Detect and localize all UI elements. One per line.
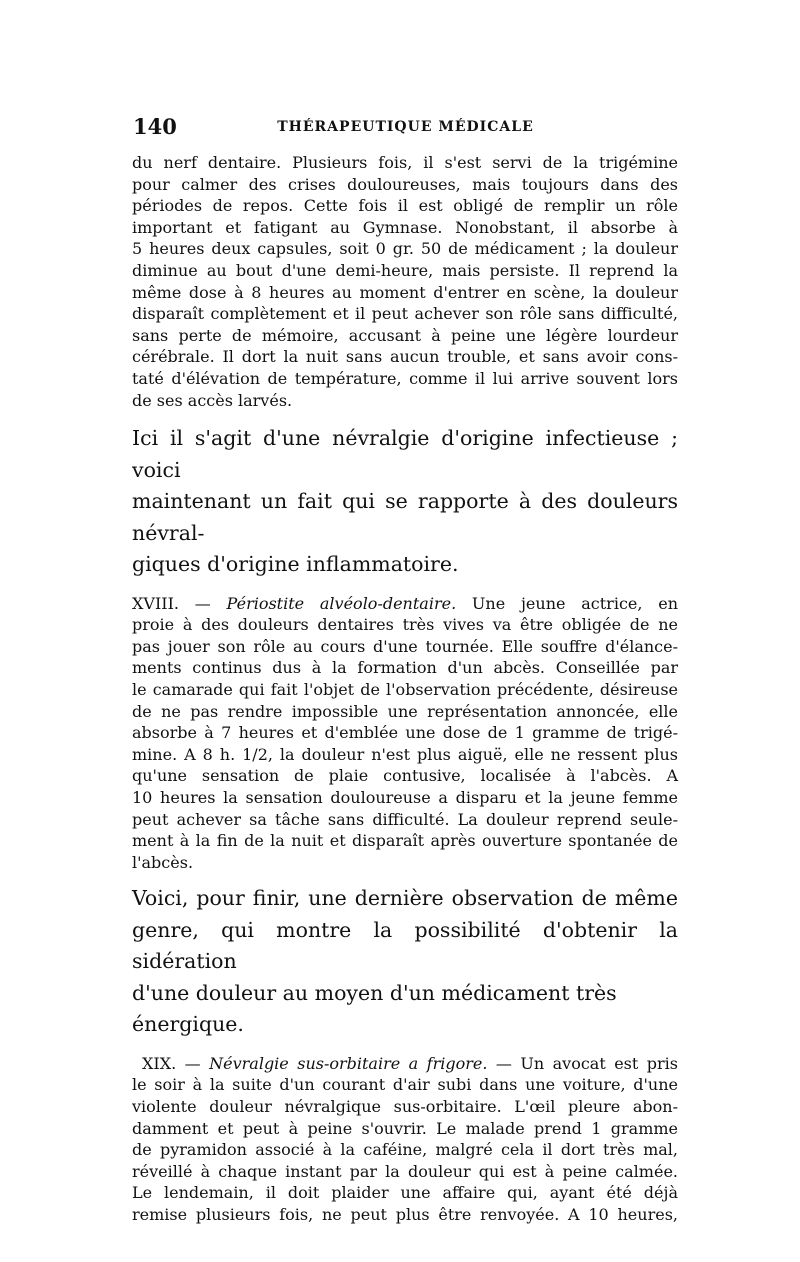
observation-title: Périostite alvéolo-dentaire. — [226, 593, 457, 613]
text-line: de pyramidon associé à la caféine, malgré cela il dort très mal, — [132, 1140, 678, 1160]
text-line: Voici, pour finir, une dernière observation de même — [132, 886, 678, 911]
text-line: Ici il s'agit d'une névralgie d'origine infectieuse ; voici — [132, 426, 678, 482]
text-line: pas jouer son rôle au cours d'une tournée. Elle souffre d'élance- — [132, 636, 678, 656]
observation-title: Névralgie sus-orbitaire a frigore. — [209, 1053, 488, 1073]
text-line: du nerf dentaire. Plusieurs fois, il s'est servi de la trigémine — [132, 153, 678, 172]
text-line: violente douleur névralgique sus-orbitaire. L'œil pleure abon- — [132, 1097, 678, 1117]
text-line: le camarade qui fait l'objet de l'observation précédente, désireuse — [132, 680, 678, 699]
text-line: important et fatigant au Gymnase. Nonobstant, il absorbe à — [132, 217, 678, 237]
text-line: taté d'élévation de température, comme il lui arrive souvent lors — [132, 368, 678, 388]
text-line: 10 heures la sensation douloureuse a disparu et la jeune femme — [132, 787, 678, 807]
text-line — [132, 1053, 678, 1075]
text-line: peut achever sa tâche sans difficulté. La douleur reprend seule- — [132, 809, 678, 829]
text-line: genre, qui montre la possibilité d'obtenir la sidération — [132, 917, 678, 974]
text-line: même dose à 8 heures au moment d'entrer en scène, la douleur — [132, 282, 678, 302]
observation-numeral: XIX. — [142, 1053, 177, 1073]
text-line: ment à la fin de la nuit et disparaît après ouverture spontanée de — [132, 831, 678, 851]
text-fragment: Une jeune actrice, en — [456, 593, 678, 613]
observation-xix — [132, 1053, 678, 1226]
page-header — [133, 114, 678, 144]
text-line: le soir à la suite d'un courant d'air subi dans une voiture, d'une — [132, 1075, 678, 1095]
text-line: giques d'origine inflammatoire. — [132, 552, 459, 577]
text-line: réveillé à chaque instant par la douleur qui est à peine calmée. — [132, 1161, 678, 1181]
observation-numeral: XVIII. — [132, 593, 179, 613]
text-line: de ses accès larvés. — [132, 390, 293, 410]
text-line: l'abcès. — [132, 852, 194, 872]
text-line: qu'une sensation de plaie contusive, localisée à l'abcès. A — [132, 766, 678, 786]
page-number: 140 — [133, 114, 177, 139]
text-line: proie à des douleurs dentaires très vives va être obligée de ne — [132, 615, 678, 635]
text-line: périodes de repos. Cette fois il est obligé de remplir un rôle — [132, 196, 678, 216]
text-line: diminue au bout d'une demi-heure, mais persiste. Il reprend la — [132, 260, 678, 280]
text-line: ments continus dus à la formation d'un abcès. Conseillée par — [132, 658, 678, 678]
text-line: disparaît complètement et il peut achever son rôle sans difficulté, — [132, 304, 678, 324]
text-line: absorbe à 7 heures et d'emblée une dose de 1 gramme de trigé- — [132, 723, 678, 743]
page-body — [132, 152, 678, 1226]
text-line: d'une douleur au moyen d'un médicament très énergique. — [132, 980, 617, 1037]
text-line: pour calmer des crises douloureuses, mais toujours dans des — [132, 174, 678, 194]
text-line: remise plusieurs fois, ne peut plus être renvoyée. A 10 heures, — [132, 1205, 678, 1224]
observation-xviii — [132, 593, 678, 874]
text-line: Le lendemain, il doit plaider une affaire qui, ayant été déjà — [132, 1183, 678, 1203]
running-head: THÉRAPEUTIQUE MÉDICALE — [277, 119, 534, 135]
text-line: mine. A 8 h. 1/2, la douleur n'est plus aiguë, elle ne ressent plus — [132, 744, 678, 764]
dash: — — [179, 593, 227, 613]
text-line: damment et peut à peine s'ouvrir. Le malade prend 1 gramme — [132, 1118, 678, 1138]
paragraph-case-continuation — [132, 152, 678, 411]
text-line: maintenant un fait qui se rapporte à des douleurs névral- — [132, 489, 678, 545]
dash: — — [176, 1053, 210, 1073]
text-line: cérébrale. Il dort la nuit sans aucun trouble, et sans avoir cons- — [132, 347, 678, 367]
paragraph-transition-1 — [132, 423, 678, 581]
text-fragment: — Un avocat est pris — [487, 1053, 679, 1073]
paragraph-transition-2 — [132, 883, 678, 1041]
text-line — [132, 593, 678, 615]
text-line: 5 heures deux capsules, soit 0 gr. 50 de médicament ; la douleur — [132, 239, 678, 259]
text-line: de ne pas rendre impossible une représentation annoncée, elle — [132, 701, 678, 721]
text-line: sans perte de mémoire, accusant à peine une légère lourdeur — [132, 325, 678, 345]
